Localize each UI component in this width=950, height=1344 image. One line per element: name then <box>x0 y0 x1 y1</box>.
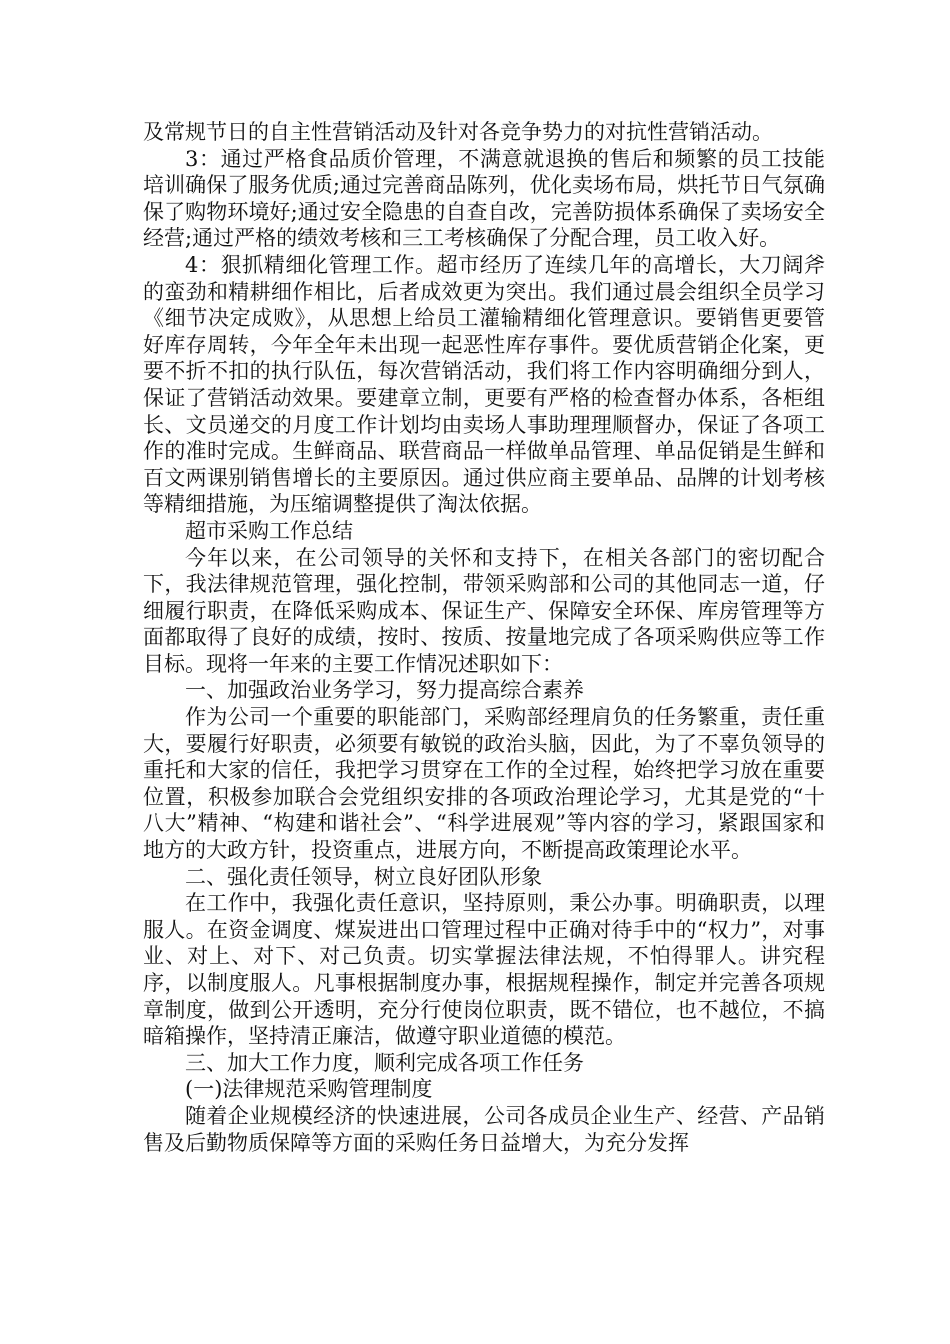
paragraph: 随着企业规模经济的快速进展，公司各成员企业生产、经营、产品销售及后勤物质保障等方面的采购任务日益增大，为充分发挥 <box>143 1103 825 1155</box>
paragraph: 4：狠抓精细化管理工作。超市经历了连续几年的高增长，大刀阔斧的蛮劲和精耕细作相比，后者成效更为突出。我们通过晨会组织全员学习《细节决定成败》，从思想上给员工灌输精细化管理意识。要销售更要管好库存周转，今年全年未出现一起恶性库存事件。要优质营销企化案，更要不折不扣的执行队伍，每次营销活动，我们将工作内容明确细分到人，保证了营销活动效果。要建章立制，更要有严格的检查督办体系，各柜组长、文员递交的月度工作计划均由卖场人事助理理顺督办，保证了各项工作的准时完成。生鲜商品、联营商品一样做单品管理、单品促销是生鲜和百文两课别销售增长的主要原因。通过供应商主要单品、品牌的计划考核等精细措施，为压缩调整提供了淘汰依据。 <box>143 252 825 517</box>
section-heading: 二、强化责任领导，树立良好团队形象 <box>185 864 542 889</box>
paragraph: 今年以来，在公司领导的关怀和支持下，在相关各部门的密切配合下，我法律规范管理，强化控制，带领采购部和公司的其他同志一道，仔细履行职责，在降低采购成本、保证生产、保障安全环保、库房管理等方面都取得了良好的成绩，按时、按质、按量地完成了各项采购供应等工作目标。现将一年来的主要工作情况述职如下： <box>143 545 825 676</box>
document-body <box>143 119 825 1156</box>
section-heading: 一、加强政治业务学习，努力提高综合素养 <box>185 678 584 703</box>
section-heading: 三、加大工作力度，顺利完成各项工作任务 <box>185 1050 584 1075</box>
section-title: 超市采购工作总结 <box>185 518 353 543</box>
paragraph: 作为公司一个重要的职能部门，采购部经理肩负的任务繁重，责任重大，要履行好职责，必须要有敏锐的政治头脑，因此，为了不辜负领导的重托和大家的信任，我把学习贯穿在工作的全过程，始终把学习放在重要位置，积极参加联合会党组织安排的各项政治理论学习，尤其是党的“十八大”精神、“构建和谐社会”、“科学进展观”等内容的学习，紧跟国家和地方的大政方针，投资重点，进展方向，不断提高政策理论水平。 <box>143 705 825 863</box>
paragraph: 在工作中，我强化责任意识，坚持原则，秉公办事。明确职责，以理服人。在资金调度、煤炭进出口管理过程中正确对待手中的“权力”，对事业、对上、对下、对己负责。切实掌握法律法规，不怕得罪人。讲究程序，以制度服人。凡事根据制度办事，根据规程操作，制定并完善各项规章制度，做到公开透明，充分行使岗位职责，既不错位，也不越位，不搞暗箱操作，坚持清正廉洁，做遵守职业道德的模范。 <box>143 891 825 1049</box>
paragraph: 3：通过严格食品质价管理，不满意就退换的售后和频繁的员工技能培训确保了服务优质;通过完善商品陈列，优化卖场布局，烘托节日气氛确保了购物环境好;通过安全隐患的自查自改，完善防损体系确保了卖场安全经营;通过严格的绩效考核和三工考核确保了分配合理，员工收入好。 <box>143 146 825 251</box>
paragraph: 及常规节日的自主性营销活动及针对各竞争势力的对抗性营销活动。 <box>143 120 773 144</box>
subsection-heading: (一)法律规范采购管理制度 <box>185 1077 433 1102</box>
